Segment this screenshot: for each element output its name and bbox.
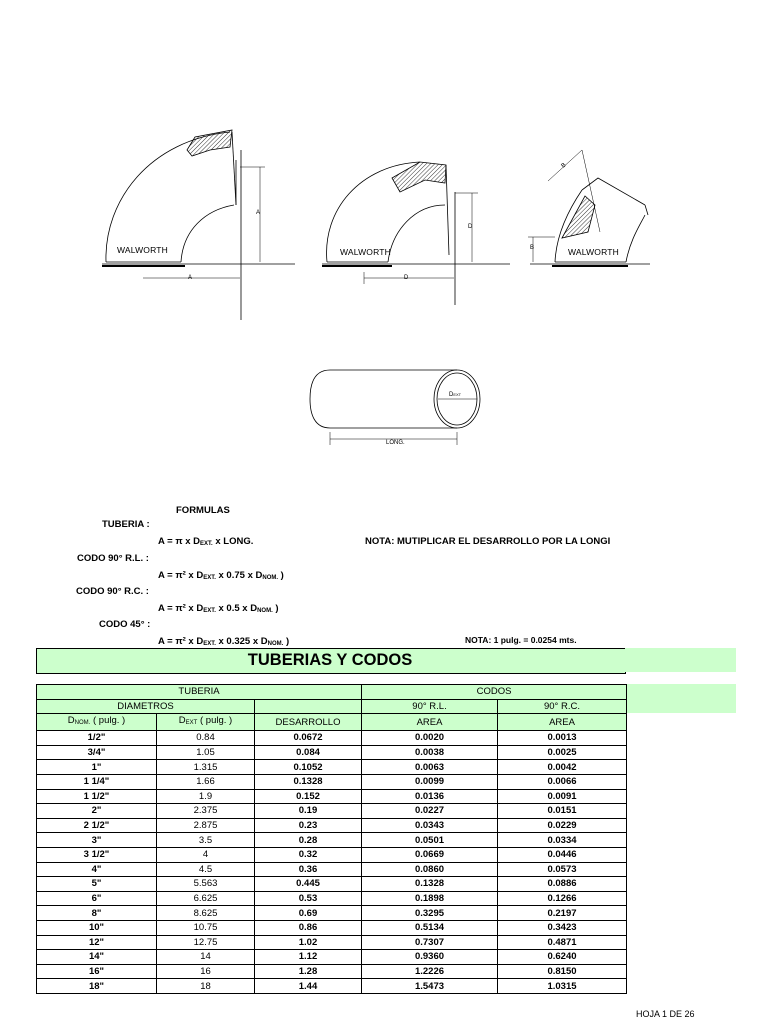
elbow-45-dim-diagonal: B [560,162,568,170]
table-cell: 3 1/2" [37,847,157,862]
table-cell: 8" [37,906,157,921]
table-cell: 2.375 [157,804,255,819]
table-cell: 14 [157,950,255,965]
sub-empty [255,699,362,714]
col-dnom: $D_{NOM.}$ ( pulg. ) [37,714,157,731]
table-cell: 0.8150 [498,964,627,979]
tuberia-formula: A = π x $D_{EXT.}$ x LONG. [158,536,254,547]
table-cell: 0.0042 [498,760,627,775]
table-cell: 1.5473 [362,979,498,994]
codo-45-label: CODO 45° : [99,619,151,630]
table-cell: 0.36 [255,862,362,877]
table-cell: 0.4871 [498,935,627,950]
table-cell: 0.1328 [362,877,498,892]
elbow-rc-dim-horizontal: D [404,275,409,281]
group-tuberia: TUBERIA [37,685,362,700]
table-cell: 0.3423 [498,920,627,935]
table-cell: 3/4" [37,745,157,760]
table-cell: 10.75 [157,920,255,935]
elbow-45-brand: WALWORTH [568,247,620,257]
sub-diametros: DIAMETROS [37,699,255,714]
table-cell: 0.0672 [255,731,362,746]
page-title: TUBERIAS Y CODOS [247,651,413,669]
table-row [37,964,627,979]
table-row [37,789,627,804]
technical-drawings [0,0,768,470]
table-cell: 1.0315 [498,979,627,994]
table-cell: 0.32 [255,847,362,862]
table-cell: 0.0013 [498,731,627,746]
table-column-header [37,714,627,731]
table-cell: 16 [157,964,255,979]
page-footer: HOJA 1 DE 26 [636,1009,695,1019]
table-cell: 0.1898 [362,891,498,906]
table-cell: 0.0334 [498,833,627,848]
formulas-heading: FORMULAS [176,505,230,516]
table-group-header [37,685,627,700]
table-cell: 18" [37,979,157,994]
table-cell: 4 [157,847,255,862]
table-cell: 0.28 [255,833,362,848]
table-cell: 1/2" [37,731,157,746]
col-dext: $D_{EXT}$ ( pulg. ) [157,714,255,731]
table-cell: 0.0669 [362,847,498,862]
table-cell: 0.0020 [362,731,498,746]
table-cell: 1.315 [157,760,255,775]
table-row [37,891,627,906]
table-cell: 6.625 [157,891,255,906]
table-cell: 0.86 [255,920,362,935]
table-cell: 0.0025 [498,745,627,760]
table-cell: 0.0860 [362,862,498,877]
table-cell: 0.7307 [362,935,498,950]
table-cell: 1.12 [255,950,362,965]
table-row [37,818,627,833]
codo-rc-formula: A = π² x $D_{EXT.}$ x 0.5 x $D_{NOM.}$ ) [158,603,279,614]
table-cell: 0.1328 [255,774,362,789]
codo-45-formula: A = π² x $D_{EXT.}$ x 0.325 x $D_{NOM.}$ ) [158,636,290,647]
table-cell: 0.84 [157,731,255,746]
table-cell: 0.0886 [498,877,627,892]
table-cell: 0.0136 [362,789,498,804]
table-cell: 5.563 [157,877,255,892]
table-cell: 0.0038 [362,745,498,760]
table-cell: 1.44 [255,979,362,994]
nota-pulgada: NOTA: 1 pulg. = 0.0254 mts. [465,635,577,645]
elbow-rl-dim-horizontal: A [188,275,193,281]
table-row [37,760,627,775]
table-cell: 0.0091 [498,789,627,804]
table-cell: 4" [37,862,157,877]
table-cell: 1 1/2" [37,789,157,804]
table-cell: 0.0066 [498,774,627,789]
table-cell: 0.0229 [498,818,627,833]
table-cell: 2" [37,804,157,819]
table-cell: 12.75 [157,935,255,950]
table-cell: 1" [37,760,157,775]
table-cell: 0.5134 [362,920,498,935]
table-cell: 0.9360 [362,950,498,965]
sub-rc: 90° R.C. [498,699,627,714]
table-row [37,935,627,950]
pipe-diameter-label: DEXT [449,392,462,398]
elbow-90-rc-drawing [322,162,510,305]
table-row [37,950,627,965]
table-cell: 0.445 [255,877,362,892]
table-row [37,920,627,935]
table-row [37,877,627,892]
table-cell: 0.1266 [498,891,627,906]
table-cell: 18 [157,979,255,994]
table-cell: 16" [37,964,157,979]
table-cell: 1.28 [255,964,362,979]
elbow-rl-dim-vertical: A [256,210,261,216]
table-cell: 1.02 [255,935,362,950]
table-cell: 2.875 [157,818,255,833]
table-cell: 0.6240 [498,950,627,965]
pipe-fittings-table [36,684,627,994]
codo-rl-formula: A = π² x $D_{EXT.}$ x 0.75 x $D_{NOM.}$ ) [158,570,284,581]
table-cell: 0.1052 [255,760,362,775]
table-cell: 0.0151 [498,804,627,819]
table-cell: 0.53 [255,891,362,906]
table-cell: 1.2226 [362,964,498,979]
pipe-drawing [310,370,480,445]
table-cell: 0.2197 [498,906,627,921]
codo-rc-label: CODO 90° R.C. : [76,586,149,597]
table-cell: 2 1/2" [37,818,157,833]
header-extension [625,684,736,713]
table-cell: 8.625 [157,906,255,921]
sub-rl: 90° R.L. [362,699,498,714]
group-codos: CODOS [362,685,627,700]
table-cell: 0.23 [255,818,362,833]
table-sub-header [37,699,627,714]
table-row [37,862,627,877]
elbow-rc-dim-vertical: D [468,224,473,230]
table-row [37,774,627,789]
table-row [37,906,627,921]
table-cell: 0.0099 [362,774,498,789]
table-cell: 3" [37,833,157,848]
table-cell: 0.19 [255,804,362,819]
table-cell: 4.5 [157,862,255,877]
elbow-45-dim-vertical: B [530,245,535,251]
table-cell: 0.0573 [498,862,627,877]
table-cell: 0.0063 [362,760,498,775]
table-cell: 0.084 [255,745,362,760]
elbow-rc-brand: WALWORTH [340,247,392,257]
table-row [37,804,627,819]
table-cell: 6" [37,891,157,906]
table-cell: 0.0446 [498,847,627,862]
elbow-rl-brand: WALWORTH [117,245,169,255]
table-cell: 1 1/4" [37,774,157,789]
col-area-rl: AREA [362,714,498,731]
table-cell: 0.3295 [362,906,498,921]
table-cell: 0.69 [255,906,362,921]
table-cell: 5" [37,877,157,892]
table-cell: 14" [37,950,157,965]
table-cell: 1.66 [157,774,255,789]
codo-rl-label: CODO 90° R.L. : [77,553,149,564]
table-cell: 0.0227 [362,804,498,819]
nota-longitud: NOTA: MUTIPLICAR EL DESARROLLO POR LA LONGI [365,536,611,547]
table-cell: 3.5 [157,833,255,848]
table-cell: 10" [37,920,157,935]
table-row [37,847,627,862]
table-cell: 0.0343 [362,818,498,833]
title-bar-extension [625,648,736,672]
elbow-90-rl-drawing [102,130,295,320]
col-area-rc: AREA [498,714,627,731]
table-cell: 12" [37,935,157,950]
table-row [37,745,627,760]
table-cell: 0.0501 [362,833,498,848]
table-row [37,979,627,994]
table-cell: 1.05 [157,745,255,760]
table-cell: 1.9 [157,789,255,804]
table-row [37,731,627,746]
col-desarrollo: DESARROLLO [255,714,362,731]
pipe-length-label: LONG. [386,440,405,446]
tuberia-label: TUBERIA : [102,519,150,530]
table-cell: 0.152 [255,789,362,804]
table-row [37,833,627,848]
